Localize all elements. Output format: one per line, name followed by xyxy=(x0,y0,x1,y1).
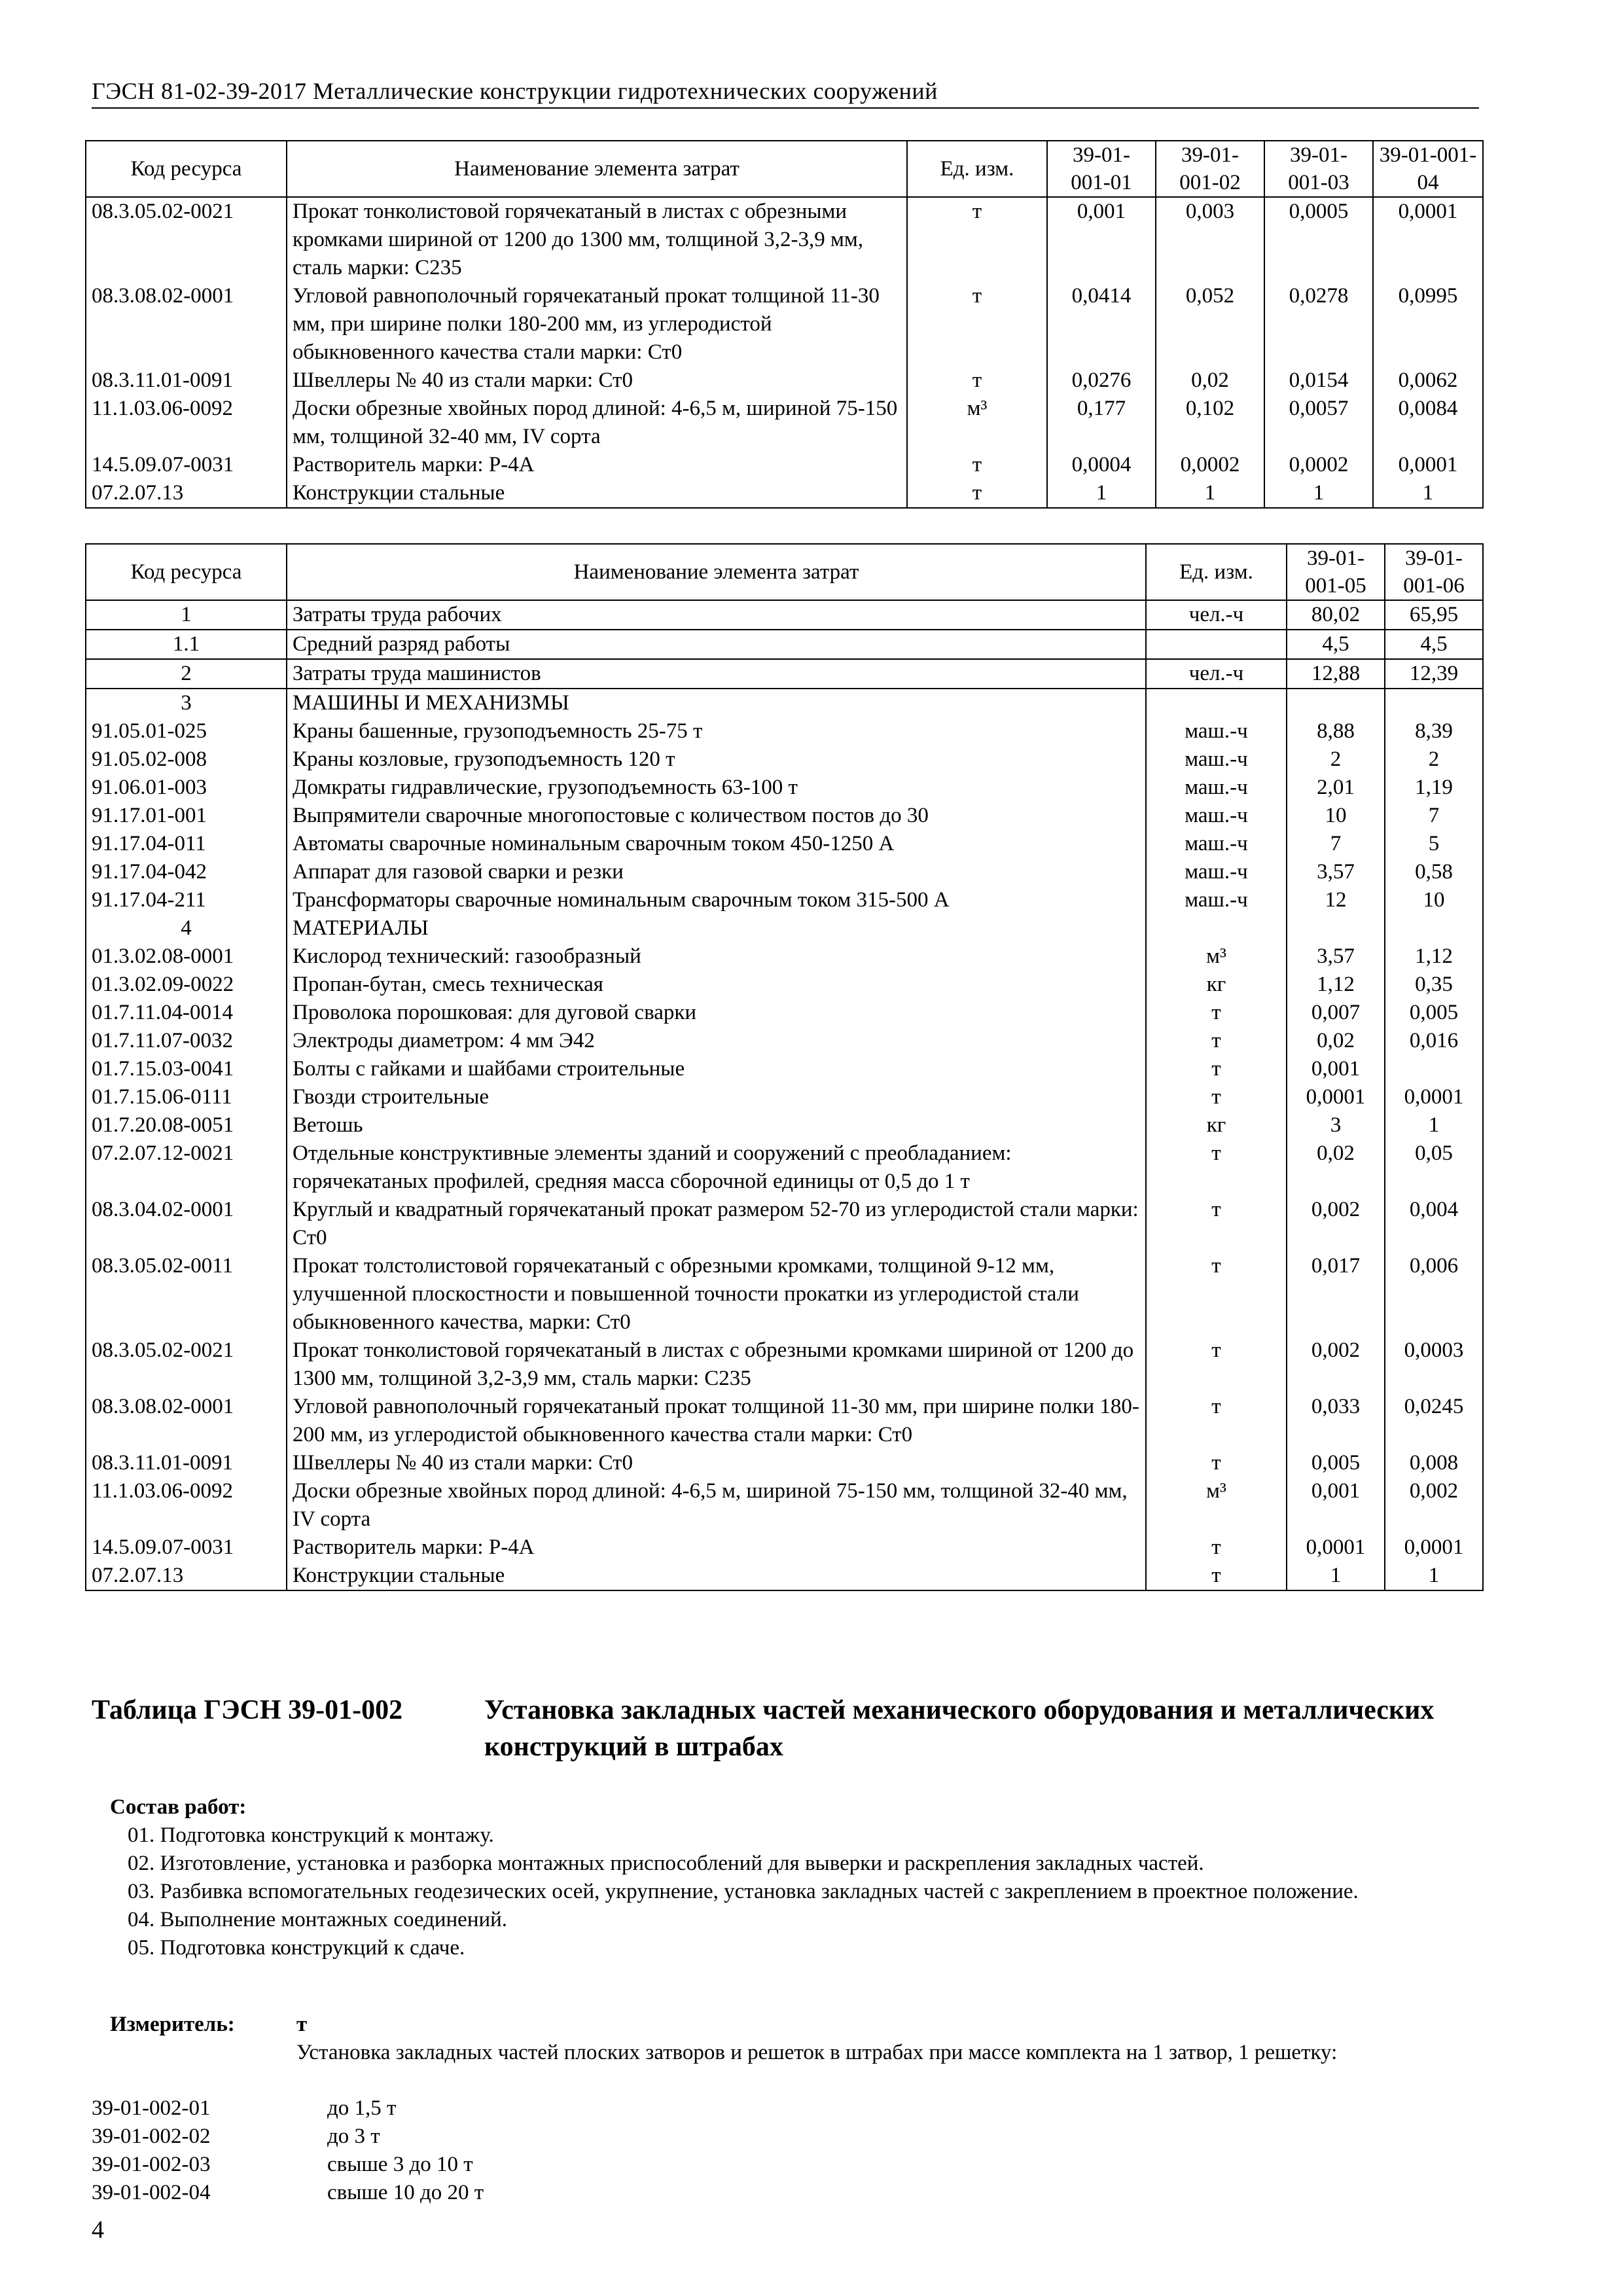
resource-value: 0,033 xyxy=(1287,1393,1385,1449)
resource-value: 0,002 xyxy=(1287,1336,1385,1393)
norm-code-text: до 3 т xyxy=(327,2125,380,2148)
resource-unit: т xyxy=(907,282,1047,367)
table-row xyxy=(86,1534,1483,1562)
resource-value: 0,0276 xyxy=(1047,367,1156,395)
table-row xyxy=(86,1027,1483,1055)
resource-value: 0,0003 xyxy=(1385,1336,1483,1393)
table-header-row xyxy=(86,141,1483,197)
resource-value: 12,88 xyxy=(1287,659,1385,689)
resource-unit: т xyxy=(1146,1055,1287,1083)
resource-name: Конструкции стальные xyxy=(287,1562,1146,1590)
resource-unit: т xyxy=(907,479,1047,508)
resource-value: 8,88 xyxy=(1287,717,1385,745)
resource-code: 08.3.04.02-0001 xyxy=(86,1196,287,1252)
resource-name: Средний разряд работы xyxy=(287,630,1146,659)
resource-code: 08.3.05.02-0021 xyxy=(86,1336,287,1393)
resource-code: 07.2.07.13 xyxy=(86,1562,287,1590)
resource-value: 0,0057 xyxy=(1264,395,1373,451)
resource-code: 01.3.02.09-0022 xyxy=(86,971,287,999)
resource-value: 8,39 xyxy=(1385,717,1483,745)
resource-name: Краны башенные, грузоподъемность 25-75 т xyxy=(287,717,1146,745)
composition-item: 03. Разбивка вспомогательных геодезических осей, укрупнение, установка закладных частей с закреплением в проектное положение. xyxy=(128,1880,1359,1903)
table-row xyxy=(86,830,1483,858)
resource-name: Краны козловые, грузоподъемность 120 т xyxy=(287,745,1146,774)
resource-value: 0,0154 xyxy=(1264,367,1373,395)
resource-value: 0,0004 xyxy=(1047,451,1156,479)
resource-code: 01.7.11.04-0014 xyxy=(86,999,287,1027)
resource-unit: м³ xyxy=(1146,942,1287,971)
resource-code: 91.05.01-025 xyxy=(86,717,287,745)
table-row xyxy=(86,451,1483,479)
meter-label: Измеритель: xyxy=(110,2013,235,2036)
resource-name: Затраты труда машинистов xyxy=(287,659,1146,689)
resource-code: 91.17.04-211 xyxy=(86,886,287,914)
resource-code: 01.7.20.08-0051 xyxy=(86,1111,287,1139)
table-title: Установка закладных частей механического оборудования и металлических конструкций в штрабах xyxy=(484,1695,1435,1762)
composition-heading: Состав работ: xyxy=(110,1795,247,1819)
resource-value xyxy=(1287,689,1385,717)
resource-value: 0,002 xyxy=(1287,1196,1385,1252)
composition-item: 02. Изготовление, установка и разборка монтажных приспособлений для выверки и раскрепления закладных частей. xyxy=(128,1852,1204,1875)
resource-code: 01.3.02.08-0001 xyxy=(86,942,287,971)
resource-name: Аппарат для газовой сварки и резки xyxy=(287,858,1146,886)
resource-name: Круглый и квадратный горячекатаный прокат размером 52-70 из углеродистой стали марки: Ст0 xyxy=(287,1196,1146,1252)
resource-name: Болты с гайками и шайбами строительные xyxy=(287,1055,1146,1083)
resource-code: 08.3.05.02-0021 xyxy=(86,197,287,282)
resource-value: 0,008 xyxy=(1385,1449,1483,1477)
resource-value: 0,0245 xyxy=(1385,1393,1483,1449)
resource-code: 2 xyxy=(86,659,287,689)
table-row xyxy=(86,367,1483,395)
composition-item: 05. Подготовка конструкций к сдаче. xyxy=(128,1936,465,1960)
resource-value: 2,01 xyxy=(1287,774,1385,802)
resource-value: 1,12 xyxy=(1287,971,1385,999)
resource-unit: т xyxy=(1146,999,1287,1027)
table-row xyxy=(86,659,1483,689)
column-header-norm: 39-01-001-06 xyxy=(1385,544,1483,600)
table-row xyxy=(86,999,1483,1027)
table-row xyxy=(86,1477,1483,1534)
resource-value: 7 xyxy=(1287,830,1385,858)
resource-code: 08.3.08.02-0001 xyxy=(86,282,287,367)
column-header-code: Код ресурса xyxy=(86,544,287,600)
column-header-unit: Ед. изм. xyxy=(907,141,1047,197)
resource-value: 65,95 xyxy=(1385,600,1483,630)
table-row xyxy=(86,1449,1483,1477)
resource-unit: т xyxy=(1146,1139,1287,1196)
resource-name: Растворитель марки: Р-4А xyxy=(287,1534,1146,1562)
resource-value xyxy=(1385,689,1483,717)
norm-code: 39-01-002-03 xyxy=(92,2153,211,2176)
resource-unit: чел.-ч xyxy=(1146,600,1287,630)
table-row xyxy=(86,1393,1483,1449)
resource-name: Гвозди строительные xyxy=(287,1083,1146,1111)
resource-name: МАТЕРИАЛЫ xyxy=(287,914,1146,942)
resource-unit: м³ xyxy=(1146,1477,1287,1534)
resource-unit: маш.-ч xyxy=(1146,774,1287,802)
table-row xyxy=(86,197,1483,282)
column-header-name: Наименование элемента затрат xyxy=(287,544,1146,600)
table-row xyxy=(86,1139,1483,1196)
resource-value: 1 xyxy=(1287,1562,1385,1590)
resource-value: 80,02 xyxy=(1287,600,1385,630)
composition-item: 01. Подготовка конструкций к монтажу. xyxy=(128,1823,494,1847)
page-number: 4 xyxy=(92,2216,104,2244)
resource-unit: т xyxy=(1146,1196,1287,1252)
table-row xyxy=(86,689,1483,717)
resource-name: Прокат тонколистовой горячекатаный в листах с обрезными кромками шириной от 1200 до 1300 мм, толщиной 3,2-3,9 мм, сталь марки: С235 xyxy=(287,1336,1146,1393)
resource-name: Ветошь xyxy=(287,1111,1146,1139)
resource-code: 11.1.03.06-0092 xyxy=(86,1477,287,1534)
resource-value: 0,007 xyxy=(1287,999,1385,1027)
resource-unit: т xyxy=(1146,1252,1287,1336)
resource-name: Электроды диаметром: 4 мм Э42 xyxy=(287,1027,1146,1055)
resource-value: 0,0002 xyxy=(1264,451,1373,479)
resource-value: 0,001 xyxy=(1047,197,1156,282)
resource-name: Трансформаторы сварочные номинальным сварочным током 315-500 А xyxy=(287,886,1146,914)
resource-name: Угловой равнополочный горячекатаный прокат толщиной 11-30 мм, при ширине полки 180-200 мм, из углеродистой обыкновенного качества стали марки: Ст0 xyxy=(287,282,907,367)
resource-value: 7 xyxy=(1385,802,1483,830)
resource-value: 0,177 xyxy=(1047,395,1156,451)
resource-value: 4,5 xyxy=(1385,630,1483,659)
resource-value: 0,001 xyxy=(1287,1055,1385,1083)
resource-value: 0,58 xyxy=(1385,858,1483,886)
resource-value: 1,12 xyxy=(1385,942,1483,971)
resource-value xyxy=(1287,914,1385,942)
table-body xyxy=(86,600,1483,1590)
work-composition xyxy=(110,1793,1484,1962)
table-row xyxy=(86,802,1483,830)
resource-code: 91.17.04-042 xyxy=(86,858,287,886)
resource-value: 0,004 xyxy=(1385,1196,1483,1252)
resource-unit: маш.-ч xyxy=(1146,745,1287,774)
resource-value: 0,0001 xyxy=(1373,197,1483,282)
resource-value: 0,35 xyxy=(1385,971,1483,999)
resource-value: 0,0414 xyxy=(1047,282,1156,367)
resource-name: Швеллеры № 40 из стали марки: Ст0 xyxy=(287,1449,1146,1477)
resource-unit: т xyxy=(1146,1562,1287,1590)
column-header-norm: 39-01-001-03 xyxy=(1264,141,1373,197)
resource-value: 0,0001 xyxy=(1287,1083,1385,1111)
resource-code: 07.2.07.13 xyxy=(86,479,287,508)
resource-value: 1 xyxy=(1156,479,1264,508)
resource-unit: т xyxy=(1146,1083,1287,1111)
resource-code: 91.05.02-008 xyxy=(86,745,287,774)
resource-value: 3,57 xyxy=(1287,942,1385,971)
resource-value: 1 xyxy=(1264,479,1373,508)
resource-value: 12 xyxy=(1287,886,1385,914)
resource-value: 1 xyxy=(1385,1562,1483,1590)
resource-table-2 xyxy=(85,543,1484,1591)
resource-value: 0,002 xyxy=(1385,1477,1483,1534)
resource-unit: т xyxy=(1146,1393,1287,1449)
table-row xyxy=(86,1252,1483,1336)
resource-value: 0,006 xyxy=(1385,1252,1483,1336)
resource-value: 2 xyxy=(1385,745,1483,774)
resource-value: 0,102 xyxy=(1156,395,1264,451)
resource-code: 01.7.11.07-0032 xyxy=(86,1027,287,1055)
table-row xyxy=(86,395,1483,451)
resource-value xyxy=(1385,914,1483,942)
table-row xyxy=(86,942,1483,971)
resource-value: 1,19 xyxy=(1385,774,1483,802)
table-row xyxy=(86,630,1483,659)
resource-unit: маш.-ч xyxy=(1146,886,1287,914)
resource-unit: т xyxy=(907,367,1047,395)
resource-code: 01.7.15.03-0041 xyxy=(86,1055,287,1083)
resource-name: Угловой равнополочный горячекатаный прокат толщиной 11-30 мм, при ширине полки 180-200 мм, из углеродистой обыкновенного качества стали марки: Ст0 xyxy=(287,1393,1146,1449)
resource-code: 08.3.05.02-0011 xyxy=(86,1252,287,1336)
page-header: ГЭСН 81-02-39-2017 Металлические конструкции гидротехнических сооружений xyxy=(92,77,1479,109)
resource-value: 4,5 xyxy=(1287,630,1385,659)
resource-name: Затраты труда рабочих xyxy=(287,600,1146,630)
resource-value xyxy=(1385,1055,1483,1083)
table-row xyxy=(86,1111,1483,1139)
resource-code: 01.7.15.06-0111 xyxy=(86,1083,287,1111)
resource-code: 14.5.09.07-0031 xyxy=(86,451,287,479)
resource-value: 0,0005 xyxy=(1264,197,1373,282)
column-header-norm: 39-01-001-05 xyxy=(1287,544,1385,600)
resource-value: 0,017 xyxy=(1287,1252,1385,1336)
resource-value: 0,0002 xyxy=(1156,451,1264,479)
column-header-norm: 39-01-001-02 xyxy=(1156,141,1264,197)
table-row xyxy=(86,717,1483,745)
resource-value: 0,005 xyxy=(1385,999,1483,1027)
resource-value: 0,003 xyxy=(1156,197,1264,282)
meter-unit: т xyxy=(296,2013,308,2036)
resource-name: Выпрямители сварочные многопостовые с количеством постов до 30 xyxy=(287,802,1146,830)
resource-value: 0,005 xyxy=(1287,1449,1385,1477)
resource-code: 91.17.01-001 xyxy=(86,802,287,830)
resource-value: 0,02 xyxy=(1287,1027,1385,1055)
resource-name: Прокат тонколистовой горячекатаный в листах с обрезными кромками шириной от 1200 до 1300 мм, толщиной 3,2-3,9 мм, сталь марки: С235 xyxy=(287,197,907,282)
resource-unit: м³ xyxy=(907,395,1047,451)
resource-code: 91.06.01-003 xyxy=(86,774,287,802)
resource-value: 0,02 xyxy=(1287,1139,1385,1196)
table-label: Таблица ГЭСН 39-01-002 xyxy=(92,1695,403,1725)
resource-code: 11.1.03.06-0092 xyxy=(86,395,287,451)
resource-code: 91.17.04-011 xyxy=(86,830,287,858)
resource-unit: маш.-ч xyxy=(1146,717,1287,745)
table-row xyxy=(86,914,1483,942)
meter-description: Установка закладных частей плоских затворов и решеток в штрабах при массе комплекта на 1 затвор, 1 решетку: xyxy=(296,2041,1338,2064)
resource-name: Проволока порошковая: для дуговой сварки xyxy=(287,999,1146,1027)
resource-unit: чел.-ч xyxy=(1146,659,1287,689)
column-header-unit: Ед. изм. xyxy=(1146,544,1287,600)
resource-value: 0,02 xyxy=(1156,367,1264,395)
table-row xyxy=(86,1083,1483,1111)
resource-unit: кг xyxy=(1146,971,1287,999)
resource-unit: т xyxy=(1146,1449,1287,1477)
resource-code: 08.3.08.02-0001 xyxy=(86,1393,287,1449)
resource-unit xyxy=(1146,914,1287,942)
resource-code: 07.2.07.12-0021 xyxy=(86,1139,287,1196)
resource-value: 10 xyxy=(1287,802,1385,830)
resource-unit: кг xyxy=(1146,1111,1287,1139)
resource-value: 0,016 xyxy=(1385,1027,1483,1055)
table-row xyxy=(86,1562,1483,1590)
resource-name: Доски обрезные хвойных пород длиной: 4-6,5 м, шириной 75-150 мм, толщиной 32-40 мм, IV сорта xyxy=(287,395,907,451)
resource-value: 3,57 xyxy=(1287,858,1385,886)
norm-code-text: до 1,5 т xyxy=(327,2096,397,2120)
table-row xyxy=(86,745,1483,774)
column-header-norm: 39-01-001-01 xyxy=(1047,141,1156,197)
resource-unit: т xyxy=(1146,1027,1287,1055)
table-row xyxy=(86,886,1483,914)
table-row xyxy=(86,479,1483,508)
norm-code: 39-01-002-01 xyxy=(92,2096,211,2120)
resource-value: 0,0001 xyxy=(1385,1083,1483,1111)
norm-code: 39-01-002-02 xyxy=(92,2125,211,2148)
table-row xyxy=(86,1196,1483,1252)
resource-value: 0,05 xyxy=(1385,1139,1483,1196)
resource-value: 10 xyxy=(1385,886,1483,914)
resource-code: 08.3.11.01-0091 xyxy=(86,367,287,395)
norm-code-text: свыше 3 до 10 т xyxy=(327,2153,473,2176)
resource-code: 1.1 xyxy=(86,630,287,659)
resource-value: 2 xyxy=(1287,745,1385,774)
resource-unit xyxy=(1146,630,1287,659)
resource-value: 0,0995 xyxy=(1373,282,1483,367)
table-row xyxy=(86,282,1483,367)
resource-value: 0,0084 xyxy=(1373,395,1483,451)
resource-name: Прокат толстолистовой горячекатаный с обрезными кромками, толщиной 9-12 мм, улучшенной плоскостности и повышенной точности прокатки из углеродистой стали обыкновенного качества, марки: Ст0 xyxy=(287,1252,1146,1336)
resource-value: 0,0001 xyxy=(1385,1534,1483,1562)
resource-value: 0,0001 xyxy=(1373,451,1483,479)
table-row xyxy=(86,1336,1483,1393)
resource-name: Автоматы сварочные номинальным сварочным током 450-1250 А xyxy=(287,830,1146,858)
table-row xyxy=(86,600,1483,630)
resource-name: Конструкции стальные xyxy=(287,479,907,508)
resource-unit: т xyxy=(907,197,1047,282)
resource-unit: маш.-ч xyxy=(1146,830,1287,858)
resource-value: 0,001 xyxy=(1287,1477,1385,1534)
norm-code: 39-01-002-04 xyxy=(92,2181,211,2204)
norm-code-text: свыше 10 до 20 т xyxy=(327,2181,484,2204)
table-body xyxy=(86,197,1483,508)
column-header-name: Наименование элемента затрат xyxy=(287,141,907,197)
table-row xyxy=(86,1055,1483,1083)
resource-unit: т xyxy=(1146,1336,1287,1393)
resource-unit: маш.-ч xyxy=(1146,802,1287,830)
resource-value: 3 xyxy=(1287,1111,1385,1139)
resource-value: 0,0001 xyxy=(1287,1534,1385,1562)
resource-name: Кислород технический: газообразный xyxy=(287,942,1146,971)
resource-table-1 xyxy=(85,140,1484,509)
composition-item: 04. Выполнение монтажных соединений. xyxy=(128,1908,508,1931)
resource-value: 0,0062 xyxy=(1373,367,1483,395)
resource-name: Швеллеры № 40 из стали марки: Ст0 xyxy=(287,367,907,395)
table-row xyxy=(86,774,1483,802)
resource-code: 08.3.11.01-0091 xyxy=(86,1449,287,1477)
resource-name: Домкраты гидравлические, грузоподъемность 63-100 т xyxy=(287,774,1146,802)
resource-name: МАШИНЫ И МЕХАНИЗМЫ xyxy=(287,689,1146,717)
resource-unit: т xyxy=(1146,1534,1287,1562)
resource-code: 3 xyxy=(86,689,287,717)
resource-value: 0,052 xyxy=(1156,282,1264,367)
resource-unit: маш.-ч xyxy=(1146,858,1287,886)
column-header-norm: 39-01-001-04 xyxy=(1373,141,1483,197)
resource-name: Пропан-бутан, смесь техническая xyxy=(287,971,1146,999)
resource-value: 5 xyxy=(1385,830,1483,858)
table-row xyxy=(86,858,1483,886)
resource-value: 0,0278 xyxy=(1264,282,1373,367)
resource-value: 1 xyxy=(1385,1111,1483,1139)
resource-code: 1 xyxy=(86,600,287,630)
resource-code: 4 xyxy=(86,914,287,942)
resource-value: 12,39 xyxy=(1385,659,1483,689)
resource-unit: т xyxy=(907,451,1047,479)
resource-name: Растворитель марки: Р-4А xyxy=(287,451,907,479)
resource-value: 1 xyxy=(1047,479,1156,508)
resource-value: 1 xyxy=(1373,479,1483,508)
resource-code: 14.5.09.07-0031 xyxy=(86,1534,287,1562)
column-header-code: Код ресурса xyxy=(86,141,287,197)
resource-name: Доски обрезные хвойных пород длиной: 4-6,5 м, шириной 75-150 мм, толщиной 32-40 мм, IV сорта xyxy=(287,1477,1146,1534)
table-header-row xyxy=(86,544,1483,600)
table-row xyxy=(86,971,1483,999)
resource-unit xyxy=(1146,689,1287,717)
resource-name: Отдельные конструктивные элементы зданий и сооружений с преобладанием: горячекатаных профилей, средняя масса сборочной единицы от 0,5 до 1 т xyxy=(287,1139,1146,1196)
